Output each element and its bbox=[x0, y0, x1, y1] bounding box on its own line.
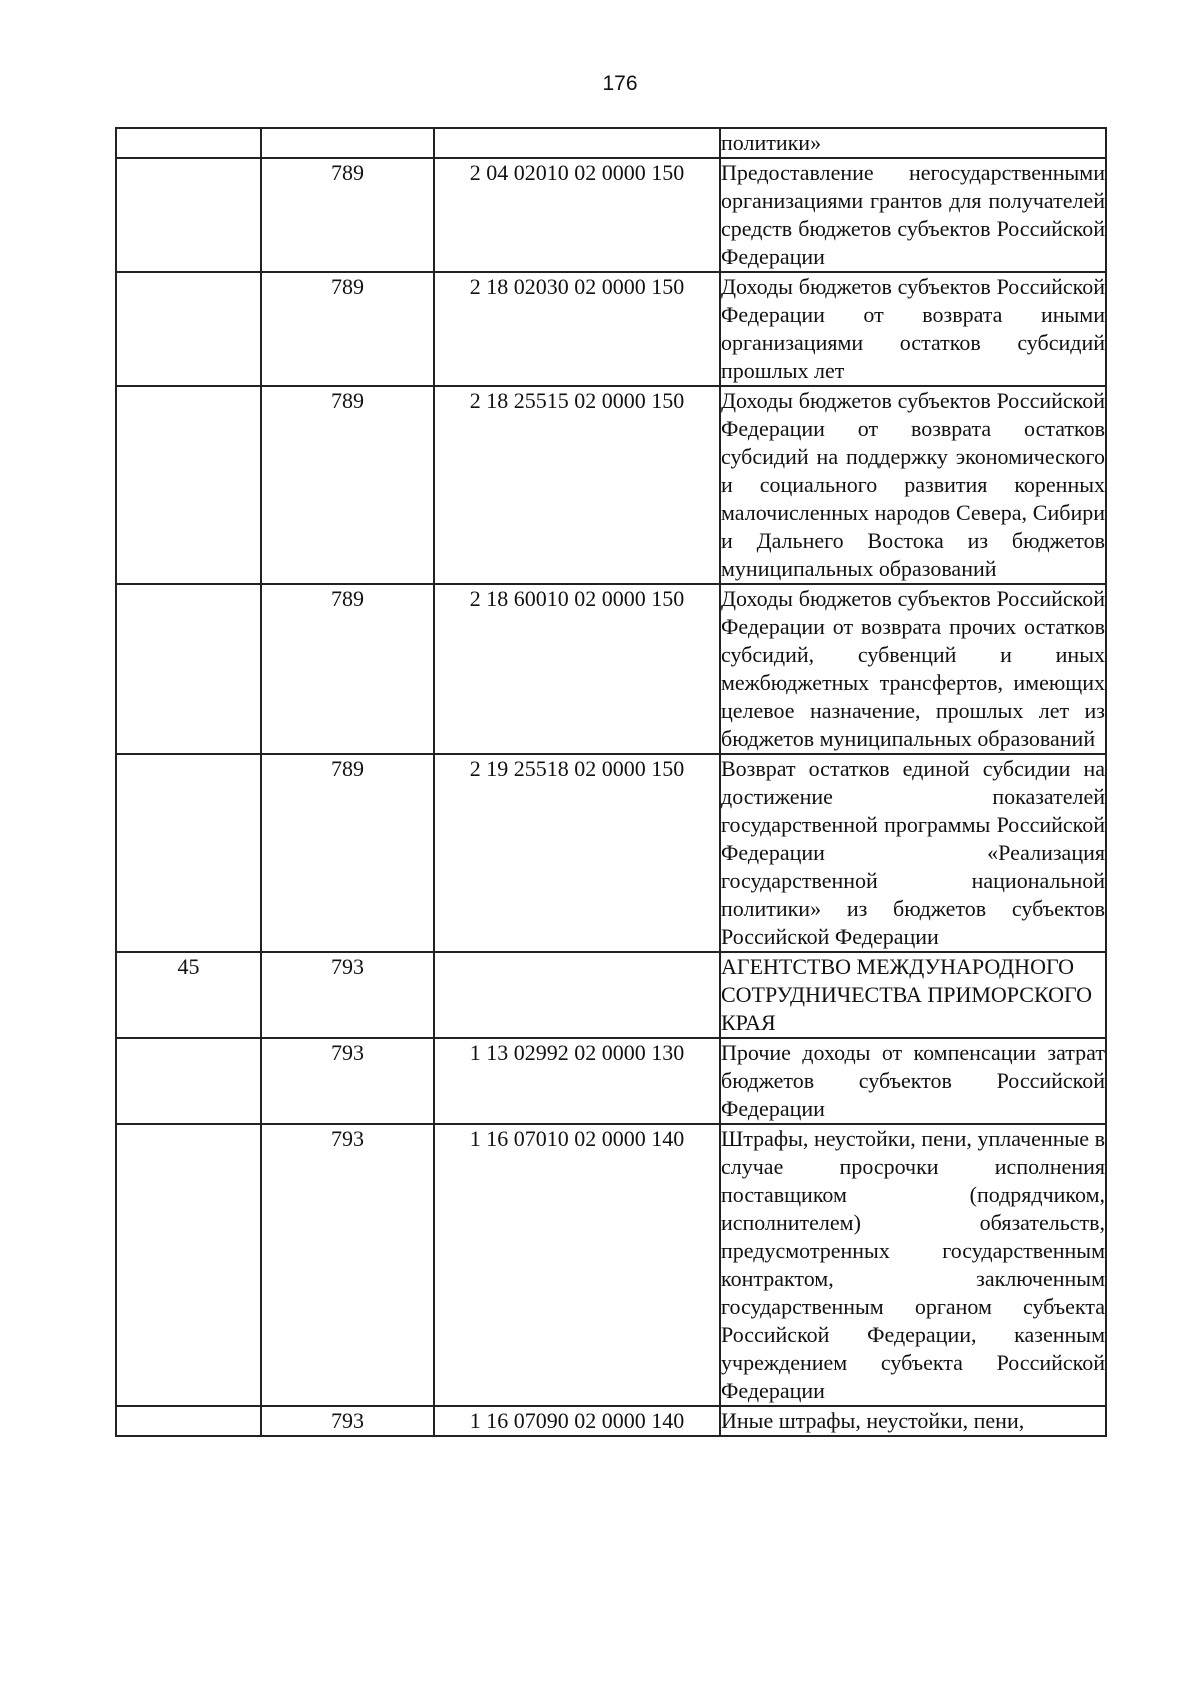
cell-description: Иные штрафы, неустойки, пени, bbox=[720, 1406, 1106, 1436]
cell-number bbox=[116, 754, 261, 952]
cell-revenue-code bbox=[434, 128, 720, 158]
table-row-section-header bbox=[116, 952, 1106, 1038]
table-row bbox=[116, 754, 1106, 952]
cell-revenue-code: 2 18 60010 02 0000 150 bbox=[434, 584, 720, 754]
table-row bbox=[116, 158, 1106, 272]
cell-admin-code: 789 bbox=[261, 158, 434, 272]
cell-number bbox=[116, 128, 261, 158]
table-row bbox=[116, 1038, 1106, 1124]
cell-number bbox=[116, 584, 261, 754]
cell-admin-code: 793 bbox=[261, 1124, 434, 1406]
cell-revenue-code: 1 16 07010 02 0000 140 bbox=[434, 1124, 720, 1406]
table-row bbox=[116, 1406, 1106, 1436]
cell-number bbox=[116, 386, 261, 584]
table-row bbox=[116, 128, 1106, 158]
cell-agency-name: АГЕНТСТВО МЕЖДУНАРОДНОГО СОТРУДНИЧЕСТВА ПРИМОРСКОГО КРАЯ bbox=[720, 952, 1106, 1038]
cell-description: Доходы бюджетов субъектов Российской Федерации от возврата иными организациями остатков субсидий прошлых лет bbox=[720, 272, 1106, 386]
cell-revenue-code: 1 16 07090 02 0000 140 bbox=[434, 1406, 720, 1436]
cell-revenue-code: 1 13 02992 02 0000 130 bbox=[434, 1038, 720, 1124]
cell-revenue-code: 2 19 25518 02 0000 150 bbox=[434, 754, 720, 952]
table-row bbox=[116, 272, 1106, 386]
cell-description: Прочие доходы от компенсации затрат бюджетов субъектов Российской Федерации bbox=[720, 1038, 1106, 1124]
cell-description: Доходы бюджетов субъектов Российской Федерации от возврата прочих остатков субсидий, субвенций и иных межбюджетных трансфертов, имеющих целевое назначение, прошлых лет из бюджетов муниципальных образований bbox=[720, 584, 1106, 754]
cell-admin-code: 789 bbox=[261, 386, 434, 584]
table-row bbox=[116, 584, 1106, 754]
cell-admin-code: 789 bbox=[261, 272, 434, 386]
cell-description: Возврат остатков единой субсидии на достижение показателей государственной программы Российской Федерации «Реализация государственной национальной политики» из бюджетов субъектов Российской Федерации bbox=[720, 754, 1106, 952]
table-row bbox=[116, 386, 1106, 584]
cell-admin-code: 793 bbox=[261, 1038, 434, 1124]
cell-number bbox=[116, 158, 261, 272]
cell-admin-code: 789 bbox=[261, 584, 434, 754]
cell-number bbox=[116, 1406, 261, 1436]
cell-admin-code bbox=[261, 128, 434, 158]
cell-admin-code: 793 bbox=[261, 1406, 434, 1436]
cell-number: 45 bbox=[116, 952, 261, 1038]
cell-revenue-code: 2 04 02010 02 0000 150 bbox=[434, 158, 720, 272]
cell-number bbox=[116, 1124, 261, 1406]
cell-revenue-code: 2 18 02030 02 0000 150 bbox=[434, 272, 720, 386]
cell-admin-code: 789 bbox=[261, 754, 434, 952]
cell-revenue-code bbox=[434, 952, 720, 1038]
table-row bbox=[116, 1124, 1106, 1406]
cell-description: политики» bbox=[720, 128, 1106, 158]
cell-revenue-code: 2 18 25515 02 0000 150 bbox=[434, 386, 720, 584]
page-number: 176 bbox=[602, 72, 638, 95]
revenue-codes-table bbox=[115, 127, 1107, 1437]
cell-description: Доходы бюджетов субъектов Российской Федерации от возврата остатков субсидий на поддержку экономического и социального развития коренных малочисленных народов Севера, Сибири и Дальнего Востока из бюджетов муниципальных образований bbox=[720, 386, 1106, 584]
cell-number bbox=[116, 1038, 261, 1124]
cell-number bbox=[116, 272, 261, 386]
cell-description: Предоставление негосударственными организациями грантов для получателей средств бюджетов субъектов Российской Федерации bbox=[720, 158, 1106, 272]
cell-description: Штрафы, неустойки, пени, уплаченные в случае просрочки исполнения поставщиком (подрядчиком, исполнителем) обязательств, предусмотренных государственным контрактом, заключенным государственным органом субъекта Российской Федерации, казенным учреждением субъекта Российской Федерации bbox=[720, 1124, 1106, 1406]
cell-admin-code: 793 bbox=[261, 952, 434, 1038]
